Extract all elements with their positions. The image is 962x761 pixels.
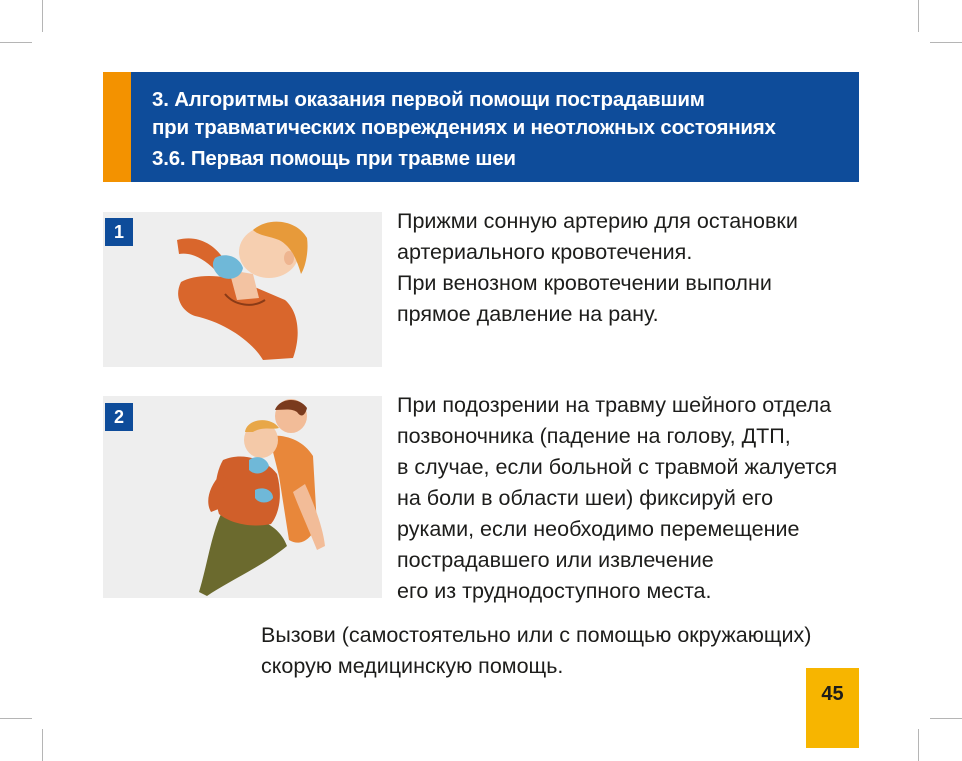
crop-mark bbox=[42, 729, 43, 761]
header-title-line-2: при травматических повреждениях и неотложных состояниях bbox=[152, 116, 776, 139]
crop-mark bbox=[930, 718, 962, 719]
step-1-badge: 1 bbox=[105, 218, 133, 246]
step-1-line: Прижми сонную артерию для остановки bbox=[397, 209, 798, 233]
crop-mark bbox=[918, 729, 919, 761]
step-2-line: позвоночника (падение на голову, ДТП, bbox=[397, 424, 791, 448]
step-2-line: руками, если необходимо перемещение bbox=[397, 517, 800, 541]
step-2-line: При подозрении на травму шейного отдела bbox=[397, 393, 832, 417]
emergency-call-line: скорую медицинскую помощь. bbox=[261, 654, 564, 678]
step-2-line: в случае, если больной с травмой жалуется bbox=[397, 455, 838, 479]
emergency-call-note bbox=[261, 620, 811, 682]
crop-mark bbox=[918, 0, 919, 32]
header-accent-stripe bbox=[103, 72, 131, 182]
step-2-line: его из труднодоступного места. bbox=[397, 579, 712, 603]
step-1-illustration-panel bbox=[103, 212, 382, 367]
neck-immobilization-illustration bbox=[103, 396, 382, 598]
step-2-badge: 2 bbox=[105, 403, 133, 431]
emergency-call-line: Вызови (самостоятельно или с помощью окружающих) bbox=[261, 623, 812, 647]
step-2-text bbox=[397, 390, 837, 607]
step-1-line: При венозном кровотечении выполни bbox=[397, 271, 772, 295]
step-1-text bbox=[397, 206, 798, 330]
crop-mark bbox=[42, 0, 43, 32]
crop-mark bbox=[0, 42, 32, 43]
crop-mark bbox=[0, 718, 32, 719]
section-header bbox=[103, 72, 859, 182]
step-2-illustration-panel bbox=[103, 396, 382, 598]
carotid-pressure-illustration bbox=[103, 212, 382, 367]
step-2-line: пострадавшего или извлечение bbox=[397, 548, 714, 572]
crop-mark bbox=[930, 42, 962, 43]
header-title-line-1: 3. Алгоритмы оказания первой помощи пострадавшим bbox=[152, 88, 705, 111]
step-1-line: прямое давление на рану. bbox=[397, 302, 659, 326]
header-subtitle: 3.6. Первая помощь при травме шеи bbox=[152, 147, 516, 170]
step-2-line: на боли в области шеи) фиксируй его bbox=[397, 486, 774, 510]
step-1-line: артериального кровотечения. bbox=[397, 240, 693, 264]
page-number-tab: 45 bbox=[806, 668, 859, 748]
